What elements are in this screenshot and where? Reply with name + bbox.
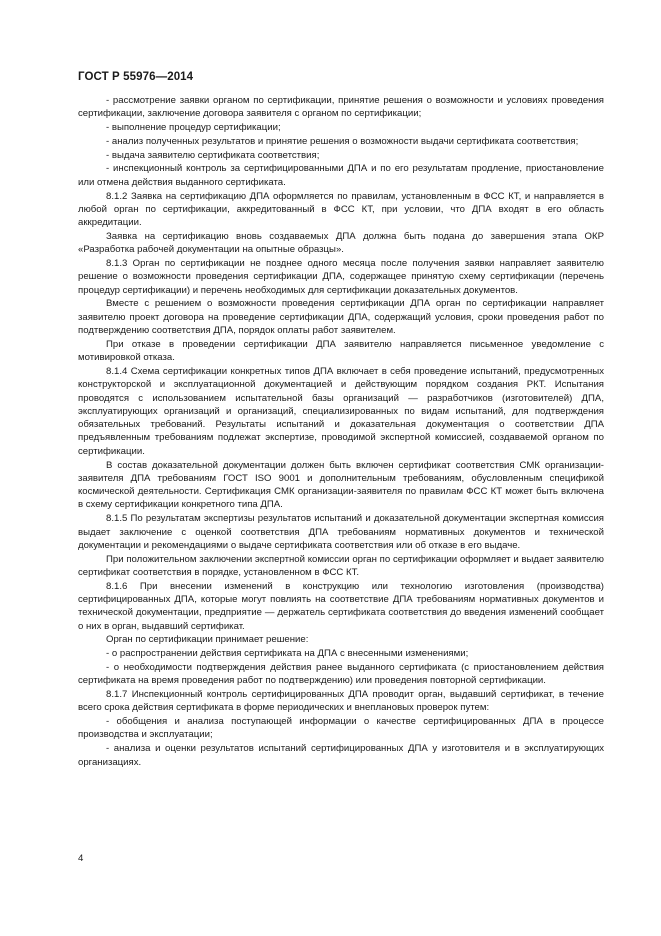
paragraph: - анализа и оценки результатов испытаний сертифицированных ДПА у изготовителя и в эксплуатирующих организациях.: [78, 743, 604, 768]
paragraph: 8.1.3 Орган по сертификации не позднее одного месяца после получения заявки направляет заявителю решение о возможности проведения сертификации ДПА, содержащее принятую схему сертификации (перечень процедур сертификации) и перечень необходимых для сертификации доказательных документов.: [78, 258, 604, 296]
paragraph: 8.1.7 Инспекционный контроль сертифицированных ДПА проводит орган, выдавший сертификат, в течение всего срока действия сертификата в форме периодических и внеплановых проверок путем:: [78, 689, 604, 714]
paragraph: В состав доказательной документации должен быть включен сертификат соответствия СМК организации-заявителя ДПА требованиям ГОСТ ISO 9001 и дополнительным требованиям, обусловленным спецификой космической деятельности. Сертификация СМК организации-заявителя по правилам ФСС КТ может быть включена в схему сертификации конкретного типа ДПА.: [78, 459, 604, 511]
paragraph: - о распространении действия сертификата на ДПА с внесенными изменениями;: [106, 648, 469, 660]
paragraph: При положительном заключении экспертной комиссии орган по сертификации оформляет и выдает заявителю сертификат соответствия в порядке, установленном в ФСС КТ.: [78, 553, 604, 578]
paragraph: - выдача заявителю сертификата соответствия;: [106, 149, 320, 161]
paragraph: 8.1.4 Схема сертификации конкретных типов ДПА включает в себя проведение испытаний, предусмотренных конструкторской и эксплуатационной документацией и действующим порядком создания РКТ. Испытания проводятся с использованием испытательной базы организаций — разработчиков (изготовителей) ДПА, эксплуатирующих организаций и организаций, специализированных по видам испытаний, для подтверждения обязательных требований. Результаты испытаний и доказательная документация о соответствии ДПА предъявленным требованиям подлежат экспертизе, проводимой экспертной комиссией, создаваемой органом по сертификации.: [78, 365, 604, 457]
paragraph: Вместе с решением о возможности проведения сертификации ДПА орган по сертификации направляет заявителю проект договора на проведение сертификации ДПА, содержащий условия, сроки проведения работ по подтверждению соответствия ДПА, порядок оплаты работ заявителем.: [78, 298, 604, 337]
page-number: 4: [78, 853, 84, 864]
paragraph: 8.1.6 При внесении изменений в конструкцию или технологию изготовления (производства) сертифицированных ДПА, которые могут повлиять на соответствие ДПА требованиям нормативных документов и технической документации, предприятие — держатель сертификата соответствия до введения изменений сообщает о них в орган, выдавший сертификат.: [78, 580, 604, 632]
paragraph: - инспекционный контроль за сертифицированными ДПА и по его результатам продление, приостановление или отмена действия выданного сертификата.: [78, 163, 604, 188]
paragraph: - рассмотрение заявки органом по сертификации, принятие решения о возможности и условиях проведения сертификации, заключение договора заявителя с органом по сертификации;: [78, 95, 604, 120]
paragraph: - выполнение процедур сертификации;: [106, 122, 281, 134]
paragraph: Заявка на сертификацию вновь создаваемых ДПА должна быть подана до завершения этапа ОКР «Разработка рабочей документации на опытные образцы».: [78, 230, 604, 256]
paragraph: - обобщения и анализа поступающей информации о качестве сертифицированных ДПА в процессе производства и эксплуатации;: [78, 716, 604, 741]
document-body: [78, 94, 604, 769]
paragraph: - о необходимости подтверждения действия ранее выданного сертификата (с приостановлением действия сертификата на время проведения работ по подтверждению) или проведения повторной сертификации.: [78, 661, 604, 687]
paragraph: При отказе в проведении сертификации ДПА заявителю направляется письменное уведомление с мотивировкой отказа.: [78, 338, 604, 364]
document-header: ГОСТ Р 55976—2014: [78, 71, 194, 83]
paragraph: - анализ полученных результатов и принятие решения о возможности выдачи сертификата соответствия;: [106, 135, 579, 147]
paragraph: 8.1.5 По результатам экспертизы результатов испытаний и доказательной документации экспертная комиссия выдает заключение с оценкой соответствия ДПА требованиям нормативных документов и технической документации и рекомендациями о выдаче сертификата соответствия или об отказе в его выдаче.: [78, 513, 604, 551]
paragraph: Орган по сертификации принимает решение:: [106, 634, 309, 646]
paragraph: 8.1.2 Заявка на сертификацию ДПА оформляется по правилам, установленным в ФСС КТ, и направляется в любой орган по сертификации, аккредитованный в ФСС КТ, при условии, что ДПА входят в его область аккредитации.: [78, 190, 604, 229]
